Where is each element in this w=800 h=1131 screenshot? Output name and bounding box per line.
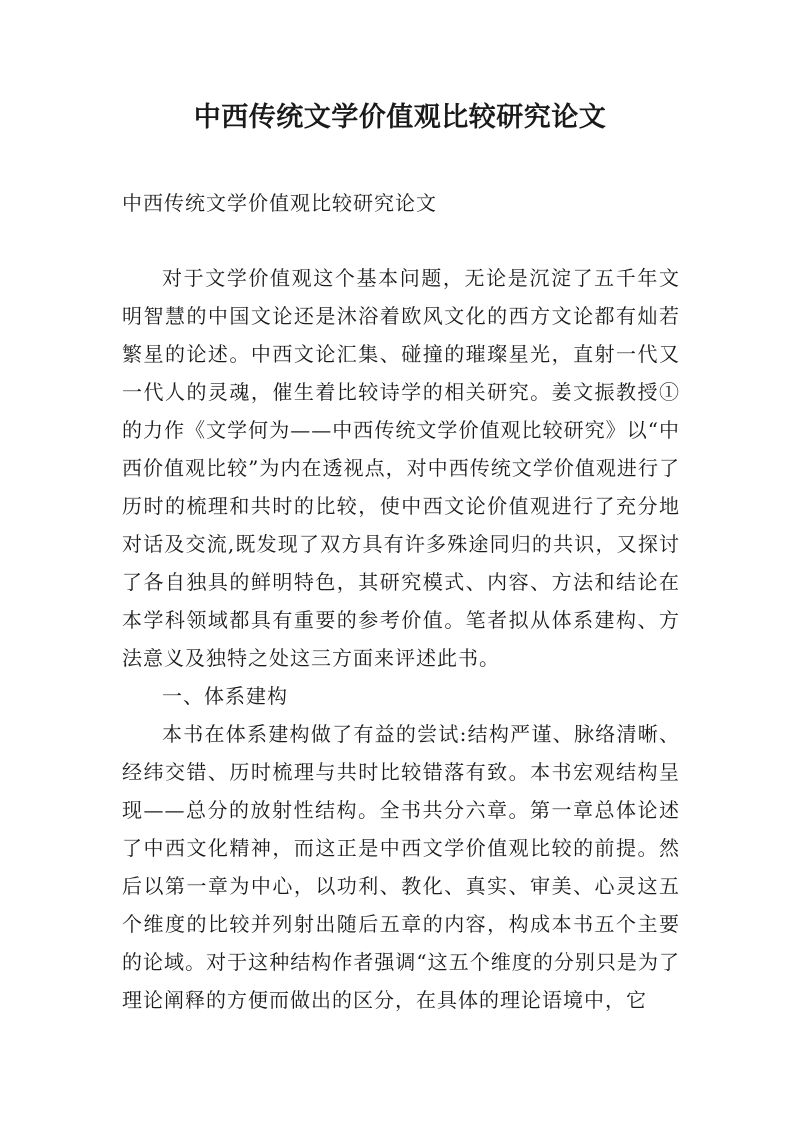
body-paragraph-intro: 对于文学价值观这个基本问题，无论是沉淀了五千年文明智慧的中国文论还是沐浴着欧风文化的西方文论都有灿若繁星的论述。中西文论汇集、碰撞的璀璨星光，直射一代又一代人的灵魂，催生着比较诗学的相关研究。姜文振教授①的力作《文学何为——中西传统文学价值观比较研究》以“中西价值观比较”为内在透视点，对中西传统文学价值观进行了历时的梳理和共时的比较，使中西文论价值观进行了充分地对话及交流,既发现了双方具有许多殊途同归的共识，又探讨了各自独具的鲜明特色，其研究模式、内容、方法和结论在本学科领域都具有重要的参考价值。笔者拟从体系建构、方法意义及独特之处这三方面来评述此书。 <box>122 266 680 670</box>
document-title: 中西传统文学价值观比较研究论文 <box>193 102 607 133</box>
section-heading: 一、体系建构 <box>162 684 288 708</box>
document-subtitle: 中西传统文学价值观比较研究论文 <box>122 191 437 215</box>
document-body <box>122 259 680 1019</box>
body-paragraph-structure: 本书在体系建构做了有益的尝试:结构严谨、脉络清晰、经纬交错、历时梳理与共时比较错落有致。本书宏观结构呈现——总分的放射性结构。全书共分六章。第一章总体论述了中西文化精神，而这正是中西文学价值观比较的前提。然后以第一章为中心，以功利、教化、真实、审美、心灵这五个维度的比较并列射出随后五章的内容，构成本书五个主要的论域。对于这种结构作者强调“这五个维度的分别只是为了理论阐释的方便而做出的区分，在具体的理论语境中，它 <box>122 722 680 1012</box>
